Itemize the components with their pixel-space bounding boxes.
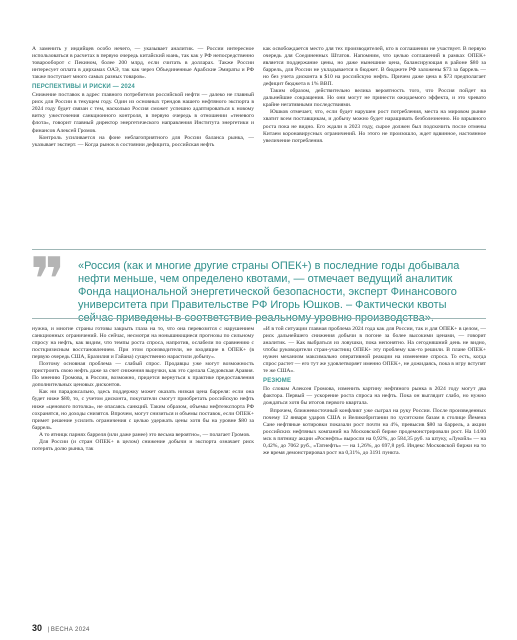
paragraph: А заменить у индийцев особо нечего, — указывает аналитик. — России интересное использоваться в расчетах в первую очередь китайский юань, так как у РФ непосредственно товарооборот с Пекином, более 200 млрд, если считать в долларах. Также России интересует оплата в дирхамах ОАЭ, так как через Объединенные Арабские Эмираты и РФ также поступает много самых разных товаров». [32,46,254,81]
page-footer [32,623,90,633]
paragraph: Таким образом, действительно велика вероятность того, что Россия пойдет на дальнейшие сокращения. Но они могут не принести ожидаемого эффекта, и это чревато крайне негативными последствиями. [263,88,486,109]
text-column-4 [263,326,486,457]
quote-mark-icon: ❞ [30,246,66,313]
paragraph: Поэтому основная проблема — слабый спрос. Продавцы уже могут возможность пристроить свою нефть даже за счет снижения выручки, как это сделала Саудовская Аравия. По мнению Громова, в России, возможно, придется вернуться к практике предоставления дополнительных ценовых дисконтов. [32,361,254,389]
paragraph: Контроль усиливается на фоне неблагоприятного для России баланса рынка, — указывает эксперт. — Когда рынок в состоянии дефицита, российская нефть [32,134,254,148]
paragraph: как освобождается место для тех производителей, кто в соглашении не участвует. В первую очередь для Соединенных Штатов. Напомним, что целью соглашений в рамках ОПЕК+ является поддержание цены, но даже нынешние цена, балансирующая в районе $80 за баррель, для России не укладывается в бюджет. В бюджете РФ заложены $73 за баррель — но без учета дисконта в $10 на российскую нефть. Причем даже цена в $73 предполагает дефицит бюджета в 1% ВВП. [263,46,486,88]
paragraph: А то ятницк парнях барреля (или даже ранее) это весьма вероятно», — полагает Громов. [39,431,251,438]
paragraph: «И в той ситуации главная проблема 2024 года как для России, так и для ОПЕК+ в целом, — риск дальнейшего снижения добычи в погоне за более высокими ценами, — говорит аналитик. — Как выбраться из ловушки, пока непонятно. На сегодняшний день не видно, чтобы руководители стран-участниц ОПЕК+ эту проблему как-то решили. В плане ОПЕК+ нужен механизм максимально оперативной реакции на изменение спроса. То есть, когда спрос растет — его тут же удовлетворяет именно ОПЕК+, не дожидаясь, пока в игру вступят те же США». [263,326,486,375]
issue-label: ВЕСНА 2024 [50,627,90,633]
divider-top [32,249,486,250]
text-column-2 [263,46,486,145]
paragraph: Снижение поставок в адрес главного потребителя российской нефти — далеко не главный риск для России в текущем году. Один из основных трендов нашего нефтяного экспорта в 2024 году будет связан с тем, насколько Россия сможет успешно адаптироваться к новому витку ужесточения санкционного контроля, в первую очередь в отношении «теневого флота», говорит главный директор энергетического направления Института энергетики и финансов Алексей Громов. [32,92,254,134]
page-number: 30 [32,623,43,633]
pull-quote: «Россия (как и многие другие страны ОПЕК+) в последние годы добывала нефти меньше, чем определено квотами, — отмечает ведущий аналитик Фонда национальной энергетической безопасности, эксперт Финансового университета при Правительстве РФ Игорь Юшков. – Фактически квоты сейчас приведены в соответствие реальному уровню производства». [78,260,460,324]
paragraph: нужна, и многие страны готовы закрыть глаза на то, что она перевозится с нарушением санкционных ограничений. Но сейчас, несмотря на нонышнющиеся прогнозы по сильному спросу на нефть, как видим, что темпы роста спроса, напротив, ослабели по сравнению с посткризисным восстановлением. При этом производители, не входящие в ОПЕК+ (в первую очередь США, Бразилия и Гайана) существенно нарастили добычу». [32,326,254,361]
paragraph: По словам Алексея Громова, изменить картину нефтяного рынка в 2024 году могут два фактора. Первый — ускорение роста спроса на нефть. Пока он выглядит слабо, но нужно дождаться хотя бы итогов первого квартала. [263,386,486,407]
paragraph: Для России (и стран ОПЕК+ в целом) снижение добычи и экспорта означает риск потерять долю рынка, так [32,438,254,452]
paragraph: Юшков отмечает, что, если будет нарушен рост потребления, места на мировом рынке хватит всем поставщикам, и добычу можно будет наращивать безболезненно. Но взрывного роста пока не видно. Его ждали в 2023 году, сырое должен был подскочить после отмены Китаем коронавирусных ограничений. Но этого не произошло, ждет вдвинное, настоянное увеличение потребления. [263,109,486,144]
text-column-3 [32,326,254,453]
paragraph: Впрочем, ближневосточный конфликт уже сыграл на руку России. После произведенных почему 12 января ударов США и Великобритании по хуситским базам в столице Йемена Сане нефтяные котировки показали рост почти на 4%, превысив $80 за баррель, а акции российских нефтяных компаний на Московской бирже продемонстрировали рост. На 14.00 мск в пятницу акции «Роснефть» выросли на 0,92%, до 584,35 руб. за штуку, «Лукойл» — на 0,42%, до 7062 руб., «Татнефть» — на 1,26%, до 697,8 руб. Индекс Московской биржи на то же время демонстрировал рост на 0,31%, до 3191 пункта. [263,407,486,456]
footer-separator: | [47,627,50,633]
section-heading: ПЕРСПЕКТИВЫ И РИСКИ — 2024 [32,84,135,91]
divider-bottom [32,318,486,319]
section-heading: РЕЗЮМЕ [263,378,292,385]
text-column-1 [32,46,254,149]
paragraph: Как ни парадоксально, здесь поддержку может оказать низкая цена барреля: если она будет ниже $80, то, с учетом дисконта, покупатели смогут приобретать российскую нефть ниже «ценового потолка», не опасаясь санкций. Таким образом, объемы нефтеэкспорта РФ сохранятся, но доходы снизятся. Впрочем, могут снизиться и объемы поставок, если ОПЕК+ примет решение усилить ограничения с целью удержать цены хотя бы на уровне $80 за баррель. [32,389,254,431]
